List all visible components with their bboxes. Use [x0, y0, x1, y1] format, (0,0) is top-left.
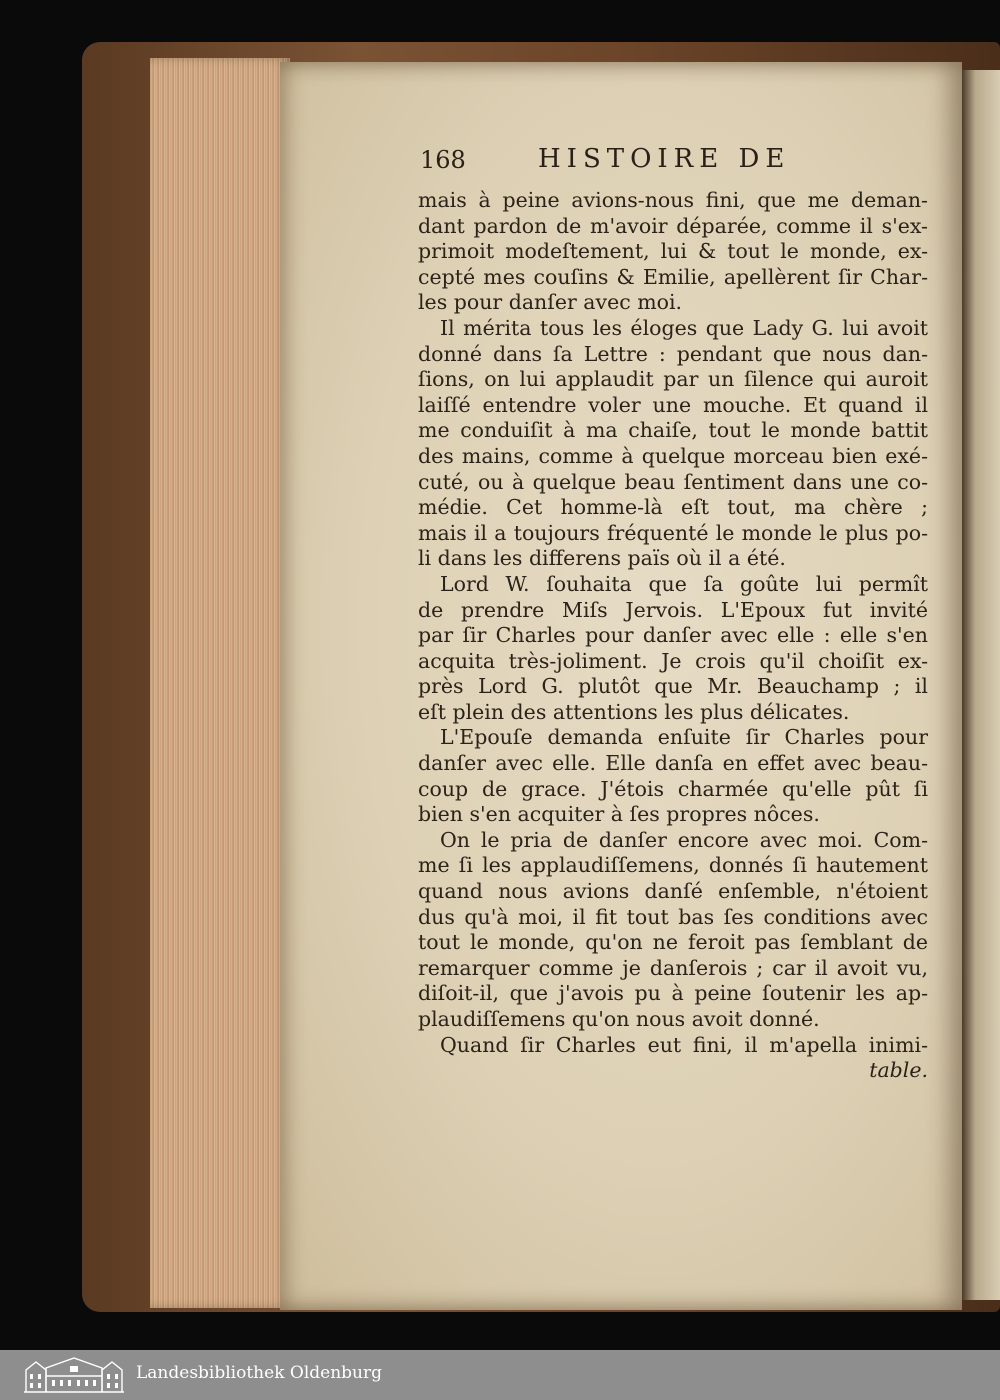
- text-line: plaudiſſemens qu'on nous avoit donné.: [418, 1007, 820, 1031]
- page-edges: [150, 58, 290, 1308]
- text-line: de prendre Miſs Jervois. L'Epoux fut invité: [418, 597, 928, 622]
- text-line: Lord W. ſouhaita que ſa goûte lui permît: [440, 571, 928, 596]
- text-line: On le pria de danſer encore avec moi. Com-: [440, 827, 928, 852]
- catchword: table.: [869, 1058, 928, 1083]
- text-line: près Lord G. plutôt que Mr. Beauchamp ; il: [418, 674, 928, 699]
- text-line: eſt plein des attentions les plus délicates.: [418, 699, 850, 724]
- text-line: diſoit-il, que j'avois pu à peine ſoutenir les ap-: [418, 981, 928, 1006]
- facing-page-edge: [962, 70, 1000, 1300]
- text-line: primoit modeſtement, lui & tout le monde, ex-: [418, 239, 928, 264]
- text-line: mais il a toujours fréquenté le monde le plus po-: [418, 520, 928, 545]
- text-line: par ſir Charles pour danſer avec elle : elle s'en: [418, 623, 928, 648]
- page-header: [420, 146, 840, 186]
- text-line: Il mérita tous les éloges que Lady G. lui avoit: [440, 315, 928, 340]
- text-line: me ſi les applaudiſſemens, donnés ſi hautement: [418, 853, 928, 878]
- text-line: ſions, on lui applaudit par un ſilence qui auroit: [418, 367, 928, 392]
- text-line: cepté mes couſins & Emilie, apellèrent ſir Char-: [418, 264, 928, 289]
- page-body-text: [418, 188, 928, 1084]
- running-title: HISTOIRE DE: [538, 144, 791, 174]
- text-line: bien s'en acquiter à ſes propres nôces.: [418, 802, 820, 827]
- text-line: danſer avec elle. Elle danſa en effet avec beau-: [418, 751, 928, 776]
- text-line: acquita très-joliment. Je crois qu'il choiſit ex-: [418, 648, 928, 673]
- library-footer-bar: [0, 1350, 1000, 1400]
- text-line: dus qu'à moi, il fit tout bas ſes conditions avec: [418, 904, 928, 929]
- page-number: 168: [420, 146, 466, 174]
- text-line: li dans les differens païs où il a été.: [418, 546, 786, 571]
- text-line: dant pardon de m'avoir déparée, comme il s'ex-: [418, 213, 928, 238]
- text-line: cuté, ou à quelque beau ſentiment dans une co-: [418, 469, 928, 494]
- text-line: mais à peine avions-nous fini, que me deman-: [418, 188, 928, 212]
- text-line: L'Epouſe demanda enſuite ſir Charles pour: [440, 725, 928, 750]
- library-name: Landesbibliothek Oldenburg: [136, 1363, 383, 1383]
- text-line: laiſſé entendre voler une mouche. Et quand il: [418, 392, 928, 417]
- text-line: donné dans ſa Lettre : pendant que nous dan-: [418, 341, 928, 366]
- text-line: quand nous avions danſé enſemble, n'étoient: [418, 879, 928, 904]
- text-line: médie. Cet homme-là eſt tout, ma chère ;: [418, 495, 928, 520]
- text-line: Quand ſir Charles eut fini, il m'apella inimi-: [440, 1032, 928, 1057]
- text-line: des mains, comme à quelque morceau bien exé-: [418, 443, 928, 468]
- text-line: me conduiſit à ma chaiſe, tout le monde battit: [418, 418, 928, 443]
- text-line: tout le monde, qu'on ne feroit pas ſemblant de: [418, 930, 928, 955]
- library-building-icon: [22, 1354, 126, 1396]
- text-line: coup de grace. J'étois charmée qu'elle pût ſi: [418, 776, 928, 801]
- text-line: remarquer comme je danſerois ; car il avoit vu,: [418, 955, 928, 980]
- text-line: les pour danſer avec moi.: [418, 290, 683, 315]
